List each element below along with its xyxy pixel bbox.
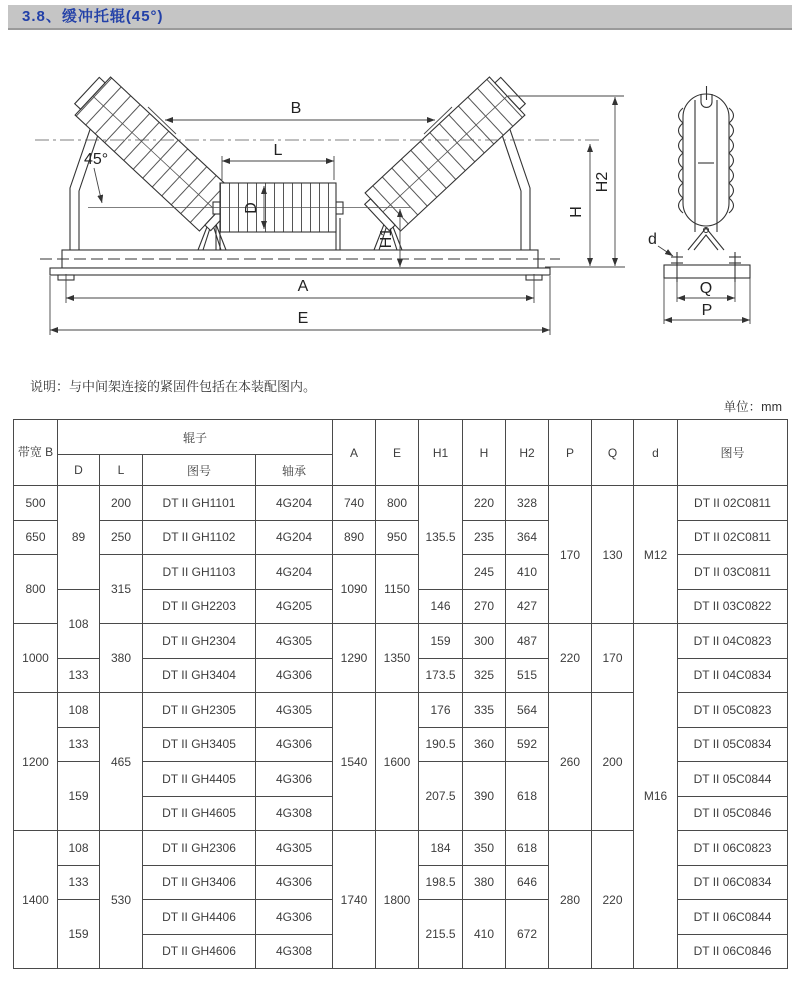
table-cell: 515 [506, 658, 549, 693]
dim-label-H: H [568, 206, 585, 218]
table-cell: 108 [58, 589, 100, 658]
dim-label-H2: H2 [594, 171, 611, 193]
table-cell: DT II GH2304 [143, 624, 256, 659]
dim-angle [84, 151, 108, 203]
table-cell: 890 [333, 520, 376, 555]
table-cell: 207.5 [419, 762, 463, 831]
table-cell: 530 [100, 831, 143, 969]
table-cell: 564 [506, 693, 549, 728]
technical-drawing [0, 60, 800, 360]
dim-L [222, 142, 334, 180]
table-cell: 618 [506, 831, 549, 866]
table-cell: 4G204 [256, 520, 333, 555]
table-cell: 280 [549, 831, 592, 969]
base-frame [40, 250, 560, 280]
table-cell: 650 [14, 520, 58, 555]
table-cell: 146 [419, 589, 463, 624]
table-cell: 1600 [376, 693, 419, 831]
table-cell: 215.5 [419, 900, 463, 969]
table-cell: 410 [463, 900, 506, 969]
col-header-H: H [463, 420, 506, 486]
table-cell: 176 [419, 693, 463, 728]
table-cell: DT II 05C0834 [678, 727, 788, 762]
col-header-roller-group: 辊子 [58, 420, 333, 455]
table-cell: 4G306 [256, 900, 333, 935]
table-cell: 465 [100, 693, 143, 831]
col-header-E: E [376, 420, 419, 486]
table-cell: 270 [463, 589, 506, 624]
table-cell: 4G306 [256, 727, 333, 762]
dim-H2 [508, 96, 624, 266]
table-cell: 1150 [376, 555, 419, 624]
col-header-d: d [634, 420, 678, 486]
spec-table-head [14, 420, 788, 486]
table-cell: 4G305 [256, 693, 333, 728]
table-cell: 1090 [333, 555, 376, 624]
table-cell: 4G306 [256, 865, 333, 900]
table-cell: DT II 06C0846 [678, 934, 788, 969]
table-cell: 133 [58, 727, 100, 762]
dim-label-d: d [648, 231, 657, 248]
table-cell: 108 [58, 693, 100, 728]
table-cell: M16 [634, 624, 678, 969]
table-cell: M12 [634, 486, 678, 624]
table-cell: 500 [14, 486, 58, 521]
table-cell: 1400 [14, 831, 58, 969]
table-cell: 1540 [333, 693, 376, 831]
note-text: 说明：与中间架连接的紧固件包括在本装配图内。 [30, 379, 317, 394]
table-cell: DT II 05C0844 [678, 762, 788, 797]
table-cell: 1200 [14, 693, 58, 831]
spec-table [13, 419, 788, 969]
table-cell: 618 [506, 762, 549, 831]
table-cell: 4G308 [256, 934, 333, 969]
table-cell: DT II GH2305 [143, 693, 256, 728]
table-cell: 220 [549, 624, 592, 693]
table-cell: 4G305 [256, 624, 333, 659]
col-header-assembly-no: 图号 [678, 420, 788, 486]
table-cell: DT II GH2203 [143, 589, 256, 624]
dim-label-L: L [273, 142, 283, 159]
table-cell: 646 [506, 865, 549, 900]
table-cell: DT II GH3405 [143, 727, 256, 762]
dim-d [648, 231, 673, 256]
table-cell: 170 [592, 624, 634, 693]
table-cell: 4G305 [256, 831, 333, 866]
col-header-roller-D: D [58, 455, 100, 486]
table-row [14, 624, 788, 659]
dim-H [545, 144, 625, 267]
table-cell: 260 [549, 693, 592, 831]
table-cell: 360 [463, 727, 506, 762]
table-cell: 380 [463, 865, 506, 900]
table-cell: 672 [506, 900, 549, 969]
table-cell: 315 [100, 555, 143, 624]
table-cell: 108 [58, 831, 100, 866]
col-header-H2: H2 [506, 420, 549, 486]
table-cell: 200 [100, 486, 143, 521]
table-cell: 159 [58, 762, 100, 831]
table-cell: DT II GH3404 [143, 658, 256, 693]
col-header-bearing: 轴承 [256, 455, 333, 486]
col-header-P: P [549, 420, 592, 486]
table-cell: 380 [100, 624, 143, 693]
dim-A [66, 274, 534, 303]
table-cell: 1350 [376, 624, 419, 693]
table-cell: DT II GH2306 [143, 831, 256, 866]
table-cell: 487 [506, 624, 549, 659]
table-cell: DT II 06C0823 [678, 831, 788, 866]
table-cell: DT II 03C0811 [678, 555, 788, 590]
col-header-A: A [333, 420, 376, 486]
col-header-roller-no: 图号 [143, 455, 256, 486]
table-cell: 325 [463, 658, 506, 693]
table-cell: 364 [506, 520, 549, 555]
dim-label-A: A [297, 278, 309, 295]
table-cell: 800 [14, 555, 58, 624]
table-cell: 335 [463, 693, 506, 728]
table-cell: DT II 05C0823 [678, 693, 788, 728]
table-cell: 4G204 [256, 555, 333, 590]
right-wing-roller [359, 72, 530, 237]
table-cell: 190.5 [419, 727, 463, 762]
table-cell: DT II 05C0846 [678, 796, 788, 831]
table-cell: DT II 02C0811 [678, 520, 788, 555]
table-cell: DT II GH1102 [143, 520, 256, 555]
table-cell: 173.5 [419, 658, 463, 693]
table-cell: 4G306 [256, 658, 333, 693]
table-cell: 133 [58, 658, 100, 693]
table-cell: 220 [463, 486, 506, 521]
dim-label-E: E [297, 310, 309, 327]
table-cell: DT II 06C0844 [678, 900, 788, 935]
table-cell: 159 [58, 900, 100, 969]
table-cell: DT II GH1101 [143, 486, 256, 521]
table-cell: 410 [506, 555, 549, 590]
table-cell: 592 [506, 727, 549, 762]
dim-Q [677, 280, 735, 302]
dim-label-Q: Q [699, 280, 713, 297]
dim-label-D: D [243, 202, 260, 214]
table-cell: 950 [376, 520, 419, 555]
table-cell: DT II 04C0823 [678, 624, 788, 659]
table-cell: 1740 [333, 831, 376, 969]
table-cell: DT II 03C0822 [678, 589, 788, 624]
table-cell: 200 [592, 693, 634, 831]
table-row [14, 486, 788, 521]
side-bracket [664, 228, 750, 283]
table-cell: DT II 06C0834 [678, 865, 788, 900]
front-view [35, 72, 625, 335]
col-header-roller-L: L [100, 455, 143, 486]
table-cell: DT II GH1103 [143, 555, 256, 590]
table-cell: 4G308 [256, 796, 333, 831]
table-cell: 4G306 [256, 762, 333, 797]
table-cell: DT II GH4606 [143, 934, 256, 969]
table-cell: 135.5 [419, 486, 463, 590]
table-cell: DT II GH3406 [143, 865, 256, 900]
dim-B [148, 100, 452, 134]
table-cell: 427 [506, 589, 549, 624]
table-cell: 250 [100, 520, 143, 555]
side-view [648, 86, 750, 324]
table-cell: DT II 02C0811 [678, 486, 788, 521]
table-cell: 159 [419, 624, 463, 659]
col-header-H1: H1 [419, 420, 463, 486]
table-cell: 350 [463, 831, 506, 866]
side-roller [679, 86, 734, 232]
table-cell: 133 [58, 865, 100, 900]
dim-label-H1: H1 [378, 227, 395, 249]
col-header-bandwidth: 带宽 B [14, 420, 58, 486]
table-cell: 89 [58, 486, 100, 590]
table-cell: 184 [419, 831, 463, 866]
unit-label: 单位：mm [723, 400, 782, 414]
table-cell: 130 [592, 486, 634, 624]
table-cell: 198.5 [419, 865, 463, 900]
dim-label-B: B [290, 100, 302, 117]
table-cell: 328 [506, 486, 549, 521]
spec-table-body [14, 486, 788, 969]
table-cell: DT II GH4605 [143, 796, 256, 831]
table-cell: 390 [463, 762, 506, 831]
dim-label-angle: 45° [84, 151, 109, 168]
section-header-bar [8, 5, 792, 30]
dim-label-P: P [701, 302, 713, 319]
table-cell: 740 [333, 486, 376, 521]
table-cell: 220 [592, 831, 634, 969]
table-cell: 1800 [376, 831, 419, 969]
col-header-Q: Q [592, 420, 634, 486]
table-cell: 4G205 [256, 589, 333, 624]
section-title: 3.8、缓冲托辊(45°) [22, 8, 164, 25]
table-cell: 4G204 [256, 486, 333, 521]
table-cell: 1290 [333, 624, 376, 693]
table-cell: DT II GH4405 [143, 762, 256, 797]
table-cell: DT II 04C0834 [678, 658, 788, 693]
table-cell: 235 [463, 520, 506, 555]
table-cell: 245 [463, 555, 506, 590]
table-cell: 170 [549, 486, 592, 624]
table-cell: 300 [463, 624, 506, 659]
table-cell: DT II GH4406 [143, 900, 256, 935]
table-cell: 1000 [14, 624, 58, 693]
table-cell: 800 [376, 486, 419, 521]
